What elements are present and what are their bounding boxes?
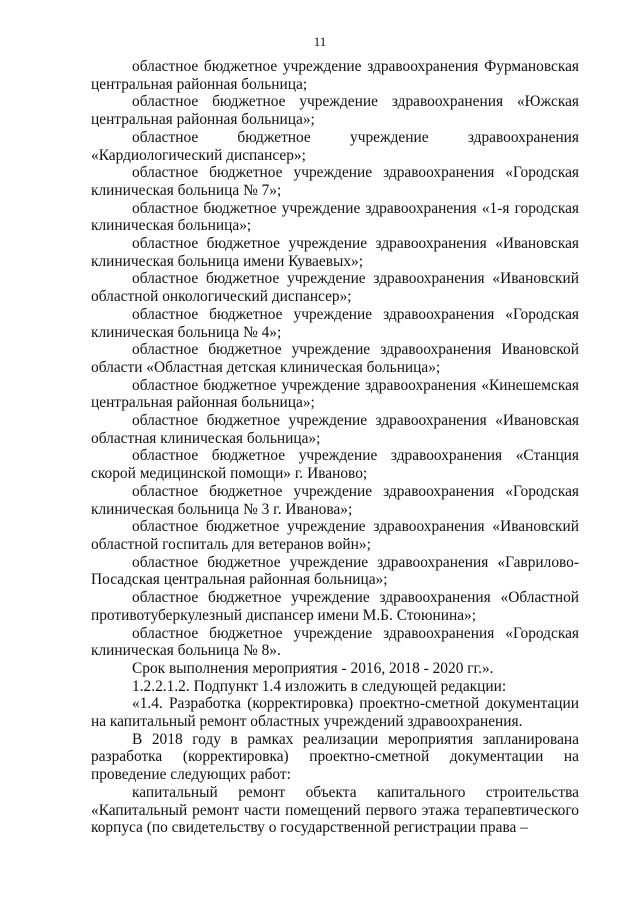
paragraph-yuzhskaya-crb: областное бюджетное учреждение здравоохранения «Южская центральная районная больница»;: [91, 93, 579, 129]
paragraph-childrens-hospital: областное бюджетное учреждение здравоохранения Ивановской области «Областная детская клиническая больница»;: [91, 341, 579, 376]
paragraph-city-hospital-3: областное бюджетное учреждение здравоохранения «Городская клиническая больница № 3 г. Иванова»;: [91, 482, 579, 518]
paragraph-cardiology-dispensary: областное бюджетное учреждение здравоохранения «Кардиологический диспансер»;: [91, 128, 579, 164]
paragraph-furmanovskaya-crb: областное бюджетное учреждение здравоохранения Фурмановская центральная районная больница;: [91, 58, 579, 93]
paragraph-tb-dispensary: областное бюджетное учреждение здравоохранения «Областной противотуберкулезный диспансер имени М.Б. Стоюнина»;: [91, 589, 579, 624]
paragraph-kineshma-crb: областное бюджетное учреждение здравоохранения «Кинешемская центральная районная больница»;: [91, 376, 579, 412]
paragraph-city-hospital-4: областное бюджетное учреждение здравоохранения «Городская клиническая больница № 4»;: [91, 305, 579, 341]
paragraph-2018-plan: В 2018 году в рамках реализации мероприятия запланирована разработка (корректировка) проектно-сметной документации на проведение следующих работ:: [91, 730, 579, 784]
paragraph-first-city-hospital: областное бюджетное учреждение здравоохранения «1-я городская клиническая больница»;: [91, 199, 579, 235]
paragraph-city-hospital-7: областное бюджетное учреждение здравоохранения «Городская клиническая больница № 7»;: [91, 164, 579, 199]
paragraph-capital-repair: капитальный ремонт объекта капитального строительства «Капитальный ремонт части помещений первого этажа терапевтического корпуса (по свидетельству о государственной регистрации права –: [91, 783, 579, 837]
paragraph-subclause-1-2-2-1-2: 1.2.2.1.2. Подпункт 1.4 изложить в следующей редакции:: [132, 677, 507, 695]
paragraph-kuvaev-hospital: областное бюджетное учреждение здравоохранения «Ивановская клиническая больница имени Куваевых»;: [91, 235, 579, 270]
paragraph-oncology-dispensary: областное бюджетное учреждение здравоохранения «Ивановский областной онкологический диспансер»;: [91, 270, 579, 306]
paragraph-veterans-hospital: областное бюджетное учреждение здравоохранения «Ивановский областной госпиталь для ветеранов войн»;: [91, 518, 579, 553]
paragraph-gavrilov-posad-crb: областное бюджетное учреждение здравоохранения «Гаврилово-Посадская центральная районная больница»;: [91, 553, 579, 589]
page-number: 11: [313, 34, 327, 49]
paragraph-item-1-4: «1.4. Разработка (корректировка) проектно-сметной документации на капитальный ремонт областных учреждений здравоохранения.: [91, 695, 579, 731]
document-body: [91, 58, 579, 837]
paragraph-deadline: Срок выполнения мероприятия - 2016, 2018 - 2020 гг.».: [132, 659, 494, 677]
paragraph-ambulance-station: областное бюджетное учреждение здравоохранения «Станция скорой медицинской помощи» г. Иваново;: [91, 447, 579, 483]
paragraph-city-hospital-8: областное бюджетное учреждение здравоохранения «Городская клиническая больница № 8».: [91, 624, 579, 660]
paragraph-regional-hospital: областное бюджетное учреждение здравоохранения «Ивановская областная клиническая больница»;: [91, 412, 579, 447]
